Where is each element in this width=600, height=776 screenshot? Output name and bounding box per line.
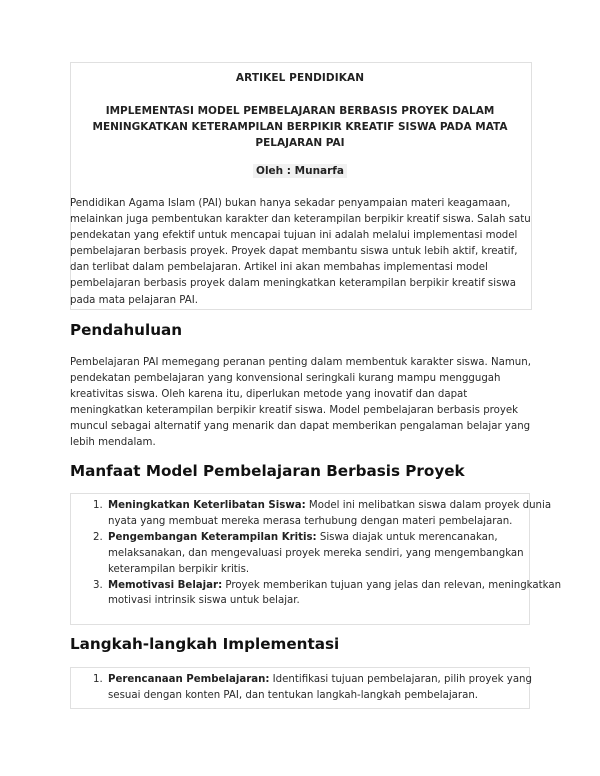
list-item — [106, 578, 562, 610]
list-item-term: Meningkatkan Keterlibatan Siswa: — [108, 500, 306, 511]
list-item — [106, 672, 562, 704]
list-item-text: Siswa diajak untuk merencanakan, melaksanakan, dan mengevaluasi proyek mereka sendiri, yang mengembangkan keterampilan berpikir kritis. — [108, 531, 524, 575]
list-item-term: Pengembangan Keterampilan Kritis: — [108, 531, 317, 543]
list-item-text: Identifikasi tujuan pembelajaran, pilih proyek yang sesuai dengan konten PAI, dan tentukan langkah-langkah pembelajaran. — [108, 674, 532, 701]
article-kicker: ARTIKEL PENDIDIKAN — [235, 72, 365, 84]
list-item-text: Model ini melibatkan siswa dalam proyek dunia nyata yang membuat mereka merasa terhubung dengan materi pembelajaran. — [108, 500, 552, 527]
heading-langkah: Langkah-langkah Implementasi — [70, 635, 340, 653]
author-label: Oleh : Munarfa — [253, 164, 347, 178]
list-item-term: Perencanaan Pembelajaran: — [108, 674, 270, 685]
article-author — [70, 165, 530, 177]
list-item — [106, 530, 562, 578]
article-title: IMPLEMENTASI MODEL PEMBELAJARAN BERBASIS PROYEK DALAM MENINGKATKAN KETERAMPILAN BERPIKIR KREATIF SISWA PADA MATA PELAJARAN PAI — [92, 105, 508, 149]
list-item-term: Memotivasi Belajar: — [108, 579, 223, 591]
intro-paragraph: Pendidikan Agama Islam (PAI) bukan hanya sekadar penyampaian materi keagamaan, melainkan juga pembentukan karakter dan keterampilan berpikir kreatif siswa. Salah satu pendekatan yang efektif untuk mencapai tujuan ini adalah melalui implementasi model pembelajaran berbasis proyek. Proyek dapat membantu siswa untuk lebih aktif, kreatif, dan terlibat dalam pembelajaran. Artikel ini akan membahas implementasi model pembelajaran berbasis proyek dalam meningkatkan keterampilan berpikir kreatif siswa pada mata pelajaran PAI. — [70, 198, 531, 306]
pendahuluan-paragraph: Pembelajaran PAI memegang peranan penting dalam membentuk karakter siswa. Namun, pendekatan pembelajaran yang konvensional seringkali kurang mampu menggugah kreativitas siswa. Oleh karena itu, diperlukan metode yang inovatif dan dapat meningkatkan keterampilan berpikir kreatif siswa. Model pembelajaran berbasis proyek muncul sebagai alternatif yang menarik dan dapat memberikan pengalaman belajar yang lebih mendalam. — [70, 357, 531, 449]
list-item — [106, 498, 562, 530]
list-item-text: Proyek memberikan tujuan yang jelas dan relevan, meningkatkan motivasi intrinsik siswa untuk belajar. — [108, 579, 562, 607]
heading-pendahuluan: Pendahuluan — [70, 321, 183, 339]
heading-manfaat: Manfaat Model Pembelajaran Berbasis Proyek — [70, 462, 465, 480]
manfaat-list — [70, 498, 562, 609]
langkah-list — [70, 672, 562, 704]
